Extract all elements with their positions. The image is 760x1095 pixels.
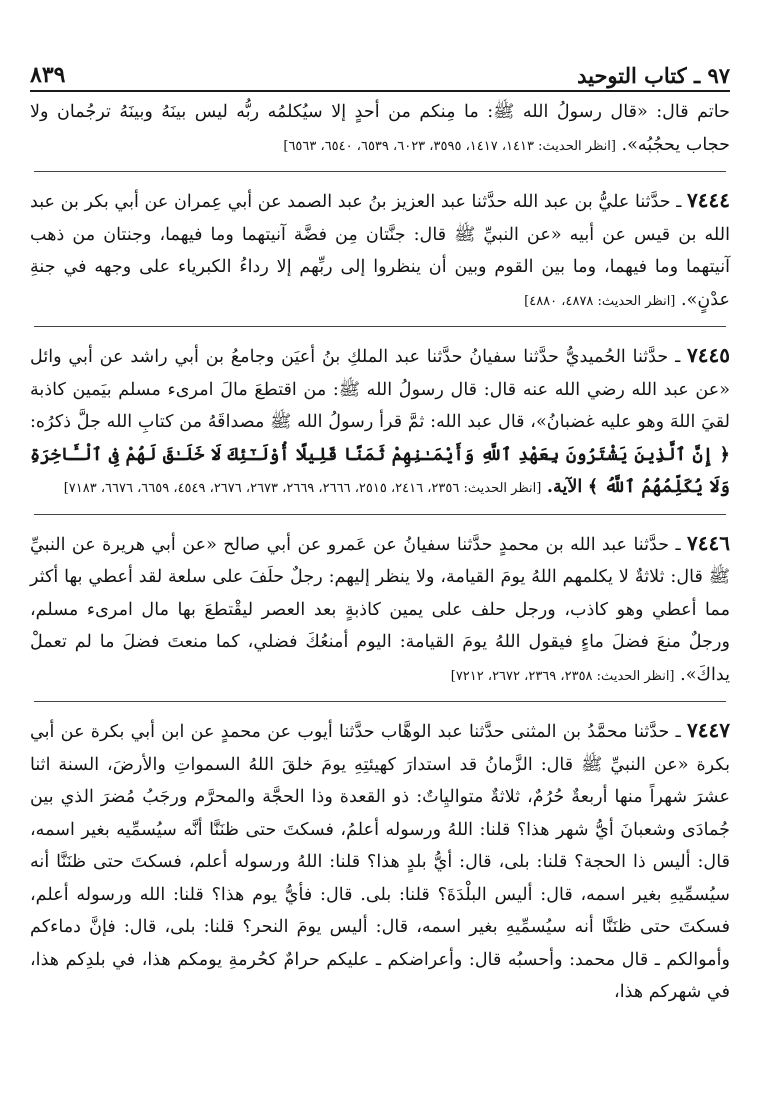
- hadith-7445: [30, 339, 730, 506]
- hadith-text: ـ حدَّثنا محمَّدُ بن المثنى حدَّثنا عبد الوهَّاب حدَّثنا أيوب عن محمدٍ عن ابن أبي بكرة عن أبي بكرة «عن النبيِّ ﷺ قال: الزَّمانُ قد استدارَ كهيئتِهِ يومَ خلقَ اللهُ السمواتِ والأرضَ، السنة اثنا عشرَ شهراً منها أربعةٌ حُرُمٌ، ثلاثةٌ متواليِاتٌ: ذو القعدة وذا الحجَّة والمحرَّم ورجَبُ مُضرَ الذي بين جُمادَى وشعبانَ أيُّ شهر هذا؟ قلنا: اللهُ ورسوله أعلمُ، فسكتَ حتى ظنَنَّا أنَّه سيُسمِّيه بغير اسمه، قال: أليس ذا الحجة؟ قلنا: بلى، قال: أيُّ بلدٍ هذا؟ قلنا: اللهُ ورسوله أعلم، فسكتَ حتى ظنَنَّا أنه سيُسمِّيهِ بغير اسمه، قال: أليس البلْدَةَ؟ قلنا: بلى. قال: فأيُّ يوم هذا؟ قلنا: الله ورسوله أعلم، فسكتَ حتى ظنَنَّا أنه سيُسمِّيهِ بغير اسمه، قال: أليس يومَ النحر؟ قلنا: بلى، قال: فإنَّ دماءكم وأموالكم ـ قال محمد: وأحسبُه قال: وأعراضكم ـ عليكم حرامٌ كحُرمةِ يومكم هذا، في بلدِكم هذا، في شهركم هذا،: [30, 722, 730, 1002]
- hadith-number: ٧٤٤٦: [687, 530, 731, 555]
- page-header: [30, 58, 730, 92]
- hadith-reference: [انظر الحديث: ٢٣٥٨، ٢٣٦٩، ٢٦٧٢، ٧٢١٢]: [450, 668, 675, 684]
- hadith-reference: [انظر الحديث: ١٤١٣، ١٤١٧، ٣٥٩٥، ٦٠٢٣، ٦٥٣٩، ٦٥٤٠، ٦٥٦٣]: [283, 138, 616, 154]
- hadith-continuation: [30, 96, 730, 163]
- hadith-text: ـ حدَّثنا عبد الله بن محمدٍ حدَّثنا سفيانُ عن عَمرو عن أبي صالح «عن أبي هريرة عن النبيِّ ﷺ قال: ثلاثةٌ لا يكلمهم اللهُ يومَ القيامة، ولا ينظر إليهم: رجلٌ حلَفَ على سلعة لقد أعطي بها أكثر مما أعطي وهو كاذب، ورجل حلف على يمين كاذبةٍ بعد العصر ليقْتطعَ بها مال امرىء مسلم، ورجلٌ منعَ فضلَ ماءٍ فيقول اللهُ يومَ القيامة: اليوم أمنعُكَ فضلي، كما منعتَ فضلَ ما لم تعملْ يداكَ».: [30, 534, 730, 685]
- chapter-title: ٩٧ ـ كتاب التوحيد: [577, 63, 730, 88]
- hadith-reference: [انظر الحديث: ٤٨٧٨، ٤٨٨٠]: [524, 293, 676, 309]
- hadith-number: ٧٤٤٧: [687, 718, 730, 742]
- quran-verse: ﴿ إِنَّ ٱلَّذِينَ يَشْتَرُونَ بِعَهْدِ ٱللَّهِ وَأَيْمَـٰنِهِمْ ثَمَنًا قَلِيلًا أُوْلَـٰٓئِكَ لَا خَلَـٰقَ لَهُمْ فِى ٱلْـَٔاخِرَةِ وَلَا يُكَلِّمُهُمُ ٱللَّهُ ﴾: [30, 443, 730, 497]
- hadith-7446: [30, 527, 730, 694]
- hadith-text: ـ حدَّثنا عليُّ بن عبد الله حدَّثنا عبد العزيز بنُ عبد الصمد عن أبي عِمران عن أبي بكر بن عبد الله بن قيس عن أبيه «عن النبيِّ ﷺ قال: جنَّتان مِن فضَّة آنيتهما وما فيهما، وجنتان من ذهب آنيتهما وما فيهما، وما بين القوم وبين أن ينظروا إلى ربِّهم إلا رداءُ الكبرياء على وجهه في جنةِ عدْنٍ».: [29, 192, 730, 310]
- page-number: ٨٣٩: [30, 62, 66, 88]
- hadith-reference: [انظر الحديث: ٢٣٥٦، ٢٤١٦، ٢٥١٥، ٢٦٦٦، ٢٦٦٩، ٢٦٧٣، ٢٦٧٦، ٤٥٤٩، ٦٦٥٩، ٦٦٧٦، ٧١٨٣]: [63, 481, 542, 496]
- hadith-text-after-verse: الآية.: [546, 476, 583, 497]
- divider: [34, 326, 726, 327]
- hadith-7444: [30, 184, 730, 318]
- divider: [34, 514, 726, 515]
- hadith-7447: [30, 714, 730, 1009]
- page-body: [30, 92, 730, 1009]
- divider: [34, 701, 726, 702]
- hadith-text: ـ حدَّثنا الحُميديُّ حدَّثنا سفيانُ حدَّثنا عبد الملكِ بنُ أعيَن وجامعُ بن أبي راشد عن أبي وائل «عن عبد الله رضي الله عنه قال: قال رسولُ الله ﷺ: من اقتطعَ مالَ امرىء مسلم بيَمين كاذبة لقيَ اللهَ وهو عليه غضبانُ»، قال عبد الله: ثمَّ قرأ رسولُ الله ﷺ مصداقَهُ من كتابِ الله جلَّ ذكرُه:: [30, 347, 730, 432]
- hadith-number: ٧٤٤٥: [687, 343, 731, 367]
- hadith-number: ٧٤٤٤: [687, 188, 730, 212]
- hadith-text: حاتم قال: «قال رسولُ الله ﷺ: ما مِنكم من أحدٍ إلا سيُكلمُه ربُّه ليس بينَهُ وبينَهُ ترجُمان ولا حجاب يحجُبُه».: [30, 102, 730, 155]
- divider: [34, 171, 726, 172]
